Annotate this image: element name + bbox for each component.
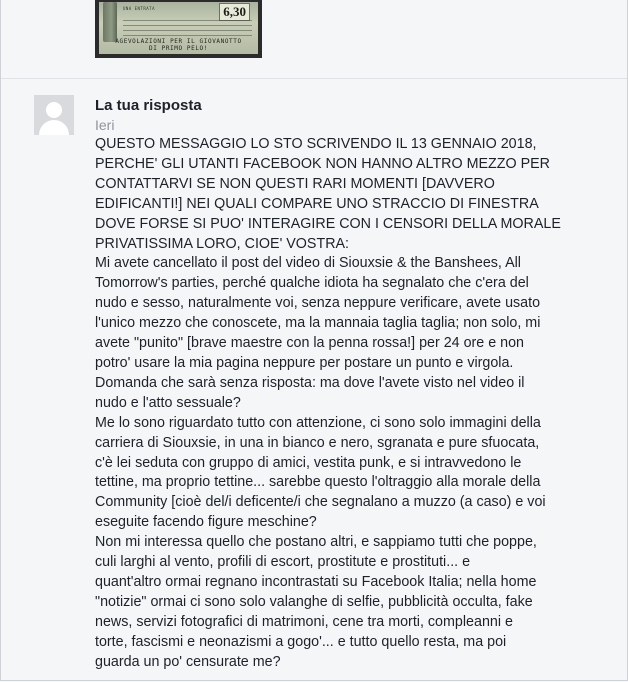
attached-image[interactable] <box>95 0 262 58</box>
message-line: nudo e l'atto sessuale? <box>95 394 241 411</box>
reply-date: Ieri <box>95 117 115 133</box>
message-line: tettine, ma proprio tettine... sarebbe questo l'oltraggio alla morale della <box>95 474 541 491</box>
ticket-figure <box>103 2 117 42</box>
message-line: news, servizi fotografici di matrimoni, cene tra morti, compleanni e <box>95 613 513 630</box>
message-line: guarda un po' censurate me? <box>95 653 281 670</box>
divider <box>1 78 627 79</box>
ticket-caption-line-2: DI PRIMO PELO! <box>149 45 208 52</box>
ticket-price-label: UNA ENTRATA <box>123 6 155 11</box>
ticket-caption-line-1: AGEVOLAZIONI PER IL GIOVANOTTO <box>115 38 242 45</box>
avatar-body <box>39 120 69 135</box>
message-line: eseguite facendo figure meschine? <box>95 514 317 531</box>
reply-title: La tua risposta <box>95 97 202 114</box>
ticket-fine-print <box>123 20 252 36</box>
ticket-price: 6,30 <box>219 3 250 21</box>
message-line: "notizie" ormai ci sono solo valanghe di selfie, pubblicità occulta, fake <box>95 593 533 610</box>
message-line: l'unico mezzo che conoscete, ma la mannaia taglia taglia; non solo, mi <box>95 315 541 332</box>
message-line: EDIFICANTI!] NEI QUALI COMPARE UNO STRACCIO DI FINESTRA <box>95 195 539 212</box>
message-line: PRIVATISSIMA LORO, CIOE' VOSTRA: <box>95 235 350 252</box>
message-line: quant'altro ormai regnano incontrastati su Facebook Italia; nella home <box>95 573 537 590</box>
message-line: CONTATTARVI SE NON QUESTI RARI MOMENTI [DAVVERO <box>95 175 495 192</box>
avatar-head <box>46 102 62 118</box>
message-line: culi larghi al vento, profili di escort, prostitute e prostituti... e <box>95 554 471 571</box>
message-line: potro' usare la mia pagina neppure per postare un punto e virgola. <box>95 354 514 371</box>
message-line: Domanda che sarà senza risposta: ma dove l'avete visto nel video il <box>95 374 525 391</box>
avatar[interactable] <box>34 95 74 135</box>
message-line: torte, fascismi e neonazismi a gogo'... e tutto quello resta, ma poi <box>95 633 507 650</box>
ticket-caption <box>99 38 258 52</box>
message-line: carriera di Siouxsie, in una in bianco e nero, sgranata e pure sfuocata, <box>95 434 540 451</box>
message-line: Tomorrow's parties, perché qualche idiota ha segnalato che c'era del <box>95 275 529 292</box>
message-line: c'è lei seduta con gruppo di amici, vestita punk, e si intravvedono le <box>95 454 522 471</box>
message-line: avete "punito" [brave maestre con la penna rossa!] per 24 ore e non <box>95 335 524 352</box>
message-line: DOVE FORSE SI PUO' INTERAGIRE CON I CENSORI DELLA MORALE <box>95 215 561 232</box>
message-line: nudo e sesso, naturalmente voi, senza neppure verificare, avete usato <box>95 295 541 312</box>
message-line: PERCHE' GLI UTANTI FACEBOOK NON HANNO ALTRO MEZZO PER <box>95 155 550 172</box>
ticket-image <box>99 2 258 54</box>
message-line: Mi avete cancellato il post del video di Siouxsie & the Banshees, All <box>95 255 521 272</box>
reply-content <box>95 96 607 672</box>
reply-message <box>95 135 607 672</box>
message-line: Non mi interessa quello che postano altri, e sappiamo tutti che poppe, <box>95 534 537 551</box>
message-line: Me lo sono riguardato tutto con attenzione, ci sono solo immagini della <box>95 414 541 431</box>
message-line: QUESTO MESSAGGIO LO STO SCRIVENDO IL 13 GENNAIO 2018, <box>95 136 537 152</box>
message-line: Community [cioè del/i deficente/i che segnalano a muzzo (a caso) e voi <box>95 494 546 511</box>
